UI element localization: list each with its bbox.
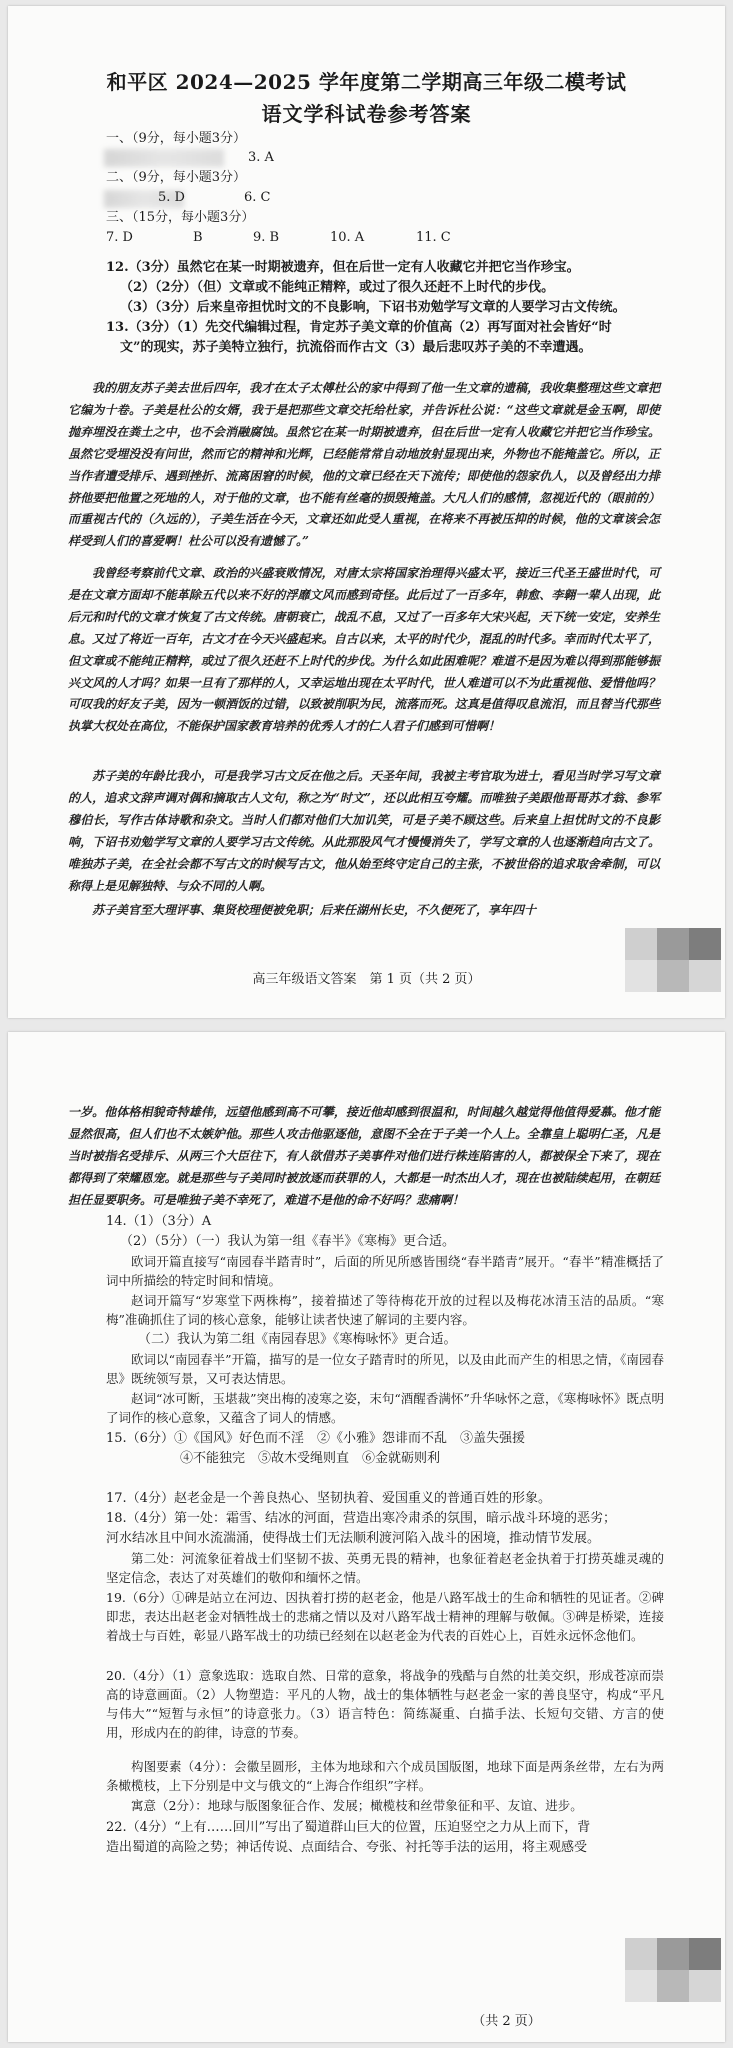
answer-q15-line-1: 15.（6分）①《国风》好色而不淫 ②《小雅》怨诽而不乱 ③盖失强援	[106, 1431, 525, 1446]
answer-q18-line-1: 18.（4分）第一处：霜雪、结冰的河面，营造出寒冷肃杀的氛围，暗示战斗环境的恶劣；	[106, 1511, 616, 1526]
answer-q14-group1-ouyang: 欧词开篇直接写“南园春半踏青时”，后面的所见所感皆围绕“春半踏青”展开。“春半”精准概括了词中所描绘的特定时间和情境。	[106, 1254, 664, 1288]
answer-q22-line-2: 造出蜀道的高险之势；神话传说、点面结合、夸张、衬托等手法的运用，将主观感受	[106, 1840, 588, 1855]
answer-q21-composition: 构图要素（4分）：会徽呈圆形，主体为地球和六个成员国版图，地球下面是两条丝带，左右为两条橄榄枝，上下分别是中文与俄文的“上海合作组织”字样。	[106, 1759, 664, 1793]
translation-paragraph-4: 苏子美官至大理评事、集贤校理便被免职；后来任湖州长史，不久便死了，享年四十	[92, 903, 537, 917]
answer-q22-line-1: 22.（4分）“上有……回川”写出了蜀道群山巨大的位置，压迫竖空之力从上而下，背	[106, 1820, 591, 1835]
translation-paragraph-5: 一岁。他体格相貌奇特雄伟，远望他感到高不可攀，接近他却感到很温和，时间越久越觉得他值得爱慕。他才能显然很高，但人们也不太嫉妒他。那些人攻击他驱逐他，意图不全在于子美一个人上。全靠皇上聪明仁圣，凡是当时被指名受排斥、从两三个大臣往下，有人欲借苏子美事件对他们进行株连陷害的人，都被保全下来了，现在都得到了荣耀恩宠。就是那些与子美同时被放逐而获罪的人，大都是一时杰出人才，现在也被陆续起用，在朝廷担任显要职务。可是唯独子美不幸死了，难道不是他的命不好吗？悲痛啊！	[68, 1105, 660, 1207]
answer-q7: 7. D	[106, 230, 133, 245]
translation-paragraph-3: 苏子美的年龄比我小，可是我学习古文反在他之后。天圣年间，我被主考官取为进士，看见当时学习写文章的人，追求文辞声调对偶和摘取古人文句，称之为“时文”，还以此相互夸耀。而唯独子美跟他哥哥苏才翁、参军穆伯长，写作古体诗歌和杂文。当时人们都对他们大加讥笑，可是子美不顾这些。后来皇上担忧时文的不良影响，下诏书劝勉学写文章的人要学习古文传统。从此那股风气才慢慢消失了，学写文章的人也逐渐趋向古文了。唯独苏子美，在全社会都不写古文的时候写古文，他从始至终守定自己的主张，不被世俗的追求取舍牵制，可以称得上是见解独特、与众不同的人啊。	[68, 769, 660, 893]
section-1-header: 一、（9分，每小题3分）	[106, 131, 247, 146]
answer-q13-line-2: 文”的现实，苏子美特立独行，抗流俗而作古文（3）最后悲叹苏子美的不幸遭遇。	[120, 340, 592, 355]
answer-q21-meaning: 寓意（2分）：地球与版图象征合作、发展；橄榄枝和丝带象征和平、友谊、进步。	[131, 1798, 583, 1813]
answer-q14-group2-header: （二）我认为第二组《南园春思》《寒梅咏怀》更合适。	[138, 1332, 457, 1347]
watermark-mosaic-1	[625, 928, 721, 992]
answer-q10: 10. A	[330, 230, 365, 245]
answer-q3: 3. A	[248, 150, 274, 165]
answer-q18-line-2: 河水结冰且中间水流湍涌，使得战士们无法顺利渡河陷入战斗的困境，推动情节发展。	[106, 1531, 601, 1546]
answer-q11: 11. C	[416, 230, 451, 245]
answer-q6: 6. C	[244, 190, 271, 205]
watermark-mosaic-2	[625, 1938, 721, 2002]
blurred-answers-1-2	[104, 149, 224, 167]
translation-paragraph-2: 我曾经考察前代文章、政治的兴盛衰败情况，对唐太宗将国家治理得兴盛太平，接近三代圣王盛世时代，可是在文章方面却不能革除五代以来不好的浮靡文风而感到奇怪。此后过了一百多年，韩愈、李翱一辈人出现，此后元和时代的文章才恢复了古文传统。唐朝衰亡，战乱不息，又过了一百多年大宋兴起，天下统一安定，安养生息。又过了将近一百年，古文才在今天兴盛起来。自古以来，太平的时代少，混乱的时代多。幸而时代太平了，但文章或不能纯正精粹，或过了很久还赶不上时代的步伐。为什么如此困难呢？难道不是因为难以得到那能够振兴文风的人才吗？如果一旦有了那样的人，又幸运地出现在太平时代，世人难道可以不为此重视他、爱惜他吗？可叹我的好友子美，因为一顿酒饭的过错，以致被削职为民，流落而死。这真是值得叹息流泪，而且替当代那些执掌大权处在高位，不能保护国家教育培养的优秀人才的仁人君子们感到可惜啊！	[68, 566, 660, 734]
answer-q20: 20.（4分）（1）意象选取：选取自然、日常的意象，将战争的残酷与自然的壮美交织，形成苍凉而崇高的诗意画面。（2）人物塑造：平凡的人物，战士的集体牺牲与赵老金一家的善良坚守，构成“平凡与伟大”“短暂与永恒”的诗意张力。（3）语言特色：简练凝重、白描手法、长短句交错、方言的使用，形成内在的韵律，诗意的节奏。	[106, 1668, 664, 1740]
translation-paragraph-1: 我的朋友苏子美去世后四年，我才在太子太傅杜公的家中得到了他一生文章的遗稿，我收集整理这些文章把它编为十卷。子美是杜公的女婿，我于是把那些文章交托给杜家，并告诉杜公说：“这些文章就是金玉啊，即使抛弃埋没在粪土之中，也不会消融腐蚀。虽然它在某一时期被遗弃，但在后世一定有人收藏它并把它当作珍宝。虽然它受埋没没有问世，然而它的精神和光辉，已经能常常自动地放射显现出来，外物也不能掩盖它。所以，正当作者遭受排斥、遇到挫折、流离困窘的时候，他的文章已经在天下流传；即使他的怨家仇人，以及曾经出力排挤他要把他置之死地的人，对于他的文章，也不能有丝毫的损毁掩盖。大凡人们的感情，忽视近代的（眼前的）而重视古代的（久远的），子美生活在今天，文章还如此受人重视，在将来不再被压抑的时候，他的文章该会怎样受到人们的喜爱啊！杜公可以没有遗憾了。”	[68, 381, 660, 549]
section-3-header: 三、（15分，每小题3分）	[106, 210, 255, 225]
answer-q5: 5. D	[158, 190, 185, 205]
answer-q14-group2-zhao: 赵词“冰可断，玉堪裁”突出梅的凌寒之姿，末句“酒醒香满怀”升华咏怀之意，《寒梅咏怀》既点明了词作的核心意象，又蕴含了词人的情感。	[106, 1391, 664, 1425]
answer-sheet-page-2	[8, 1032, 725, 2042]
page-footer-1: 高三年级语文答案 第 1 页（共 2 页）	[252, 972, 481, 987]
answer-q14-group2-ouyang: 欧词以“南园春半”开篇，描写的是一位女子踏青时的所见，以及由此而产生的相思之情，《南园春思》既统领写景，又可表达情思。	[106, 1352, 664, 1386]
answer-q14-2-header: （2）（5分）（一）我认为第一组《春半》《寒梅》更合适。	[120, 1234, 456, 1249]
answer-q8: B	[193, 230, 203, 245]
answer-q12-3: （3）（3分）后来皇帝担忧时文的不良影响，下诏书劝勉学写文章的人要学习古文传统。	[120, 300, 626, 315]
exam-subtitle: 语文学科试卷参考答案	[261, 102, 472, 126]
answer-q9: 9. B	[253, 230, 280, 245]
page-footer-2: （共 2 页）	[472, 2014, 541, 2029]
exam-title: 和平区 2024—2025 学年度第二学期高三年级二模考试	[106, 70, 627, 94]
answer-q17: 17.（4分）赵老金是一个善良热心、坚韧执着、爱国重义的普通百姓的形象。	[106, 1491, 551, 1506]
answer-sheet-page-1	[8, 6, 725, 1018]
section-2-header: 二、（9分，每小题3分）	[106, 170, 247, 185]
answer-q14-group1-zhao: 赵词开篇写“岁寒堂下两株梅”，接着描述了等待梅花开放的过程以及梅花冰清玉洁的品质。“寒梅”准确抓住了词的核心意象，能够让读者快速了解词的主要内容。	[106, 1293, 664, 1327]
answer-q12-1: 12.（3分）虽然它在某一时期被遗弃，但在后世一定有人收藏它并把它当作珍宝。	[106, 260, 580, 275]
answer-q18-second: 第二处：河流象征着战士们坚韧不拔、英勇无畏的精神，也象征着赵老金执着于打捞英雄灵魂的坚定信念，表达了对英雄们的敬仰和缅怀之情。	[106, 1551, 664, 1585]
answer-q14-1: 14.（1）（3分）A	[106, 1214, 212, 1229]
answer-q19: 19.（6分）①碑是站立在河边、因执着打捞的赵老金，他是八路军战士的生命和牺牲的见证者。②碑即悲，表达出赵老金对牺牲战士的悲痛之情以及对八路军战士精神的理解与敬佩。③碑是桥梁，连接着战士与百姓，彰显八路军战士的功绩已经刻在以赵老金为代表的百姓心上，百姓永远怀念他们。	[106, 1590, 664, 1643]
answer-q12-2: （2）（2分）（但）文章或不能纯正精粹，或过了很久还赶不上时代的步伐。	[120, 280, 555, 295]
answer-q15-line-2: ④不能独完 ⑤故木受绳则直 ⑥金就砺则利	[180, 1451, 441, 1466]
answer-q13-line-1: 13.（3分）（1）先交代编辑过程，肯定苏子美文章的价值高（2）再写面对社会皆好“时	[106, 320, 612, 335]
